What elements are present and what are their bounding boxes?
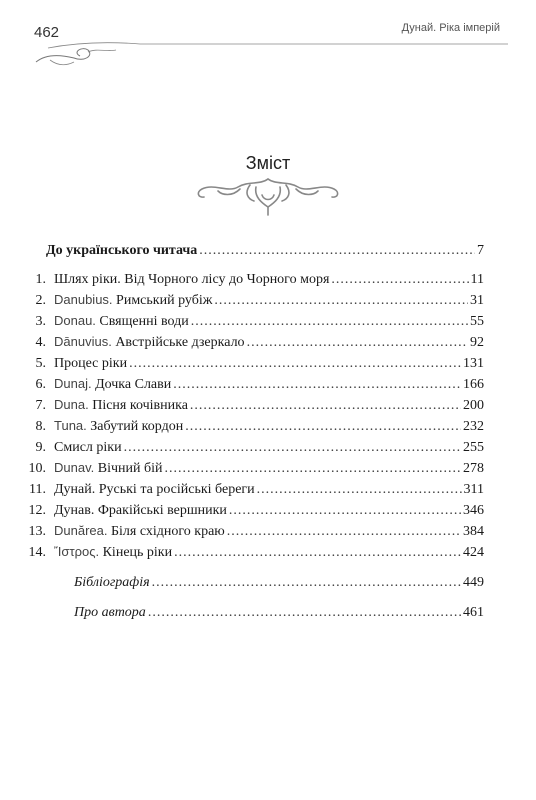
toc-chapter-number: 3. [35, 314, 46, 329]
toc-chapter-title: Дунав. Фракійські вершники [54, 503, 227, 518]
toc-chapter-row[interactable] [17, 270, 484, 288]
toc-leader-dots [174, 544, 461, 561]
toc-leader-dots [199, 242, 475, 259]
toc-leader-dots [164, 460, 461, 477]
toc-chapter-number: 7. [35, 398, 46, 413]
toc-chapter-title: Danubius. Римський рубіж [54, 292, 213, 308]
toc-chapter-title: Шлях ріки. Від Чорного лісу до Чорного моря [54, 272, 330, 287]
toc-leader-dots [227, 523, 461, 540]
toc-leader-dots [185, 418, 461, 435]
toc-chapter-page: 11 [470, 272, 484, 287]
toc-chapter-row[interactable] [17, 396, 484, 414]
toc-chapter-title: Смисл ріки [54, 440, 122, 455]
toc-bibliography-title: Бібліографія [74, 575, 150, 590]
toc-chapter-row[interactable] [17, 480, 484, 498]
toc-chapter-row[interactable] [17, 543, 484, 561]
toc-chapter-page: 92 [470, 335, 484, 350]
toc-chapter-number: 13. [28, 524, 46, 539]
toc-chapter-row[interactable] [17, 312, 484, 330]
toc-leader-dots [247, 334, 468, 351]
toc-chapter-page: 311 [463, 482, 484, 497]
toc-chapter-title: Dunaj. Дочка Слави [54, 376, 172, 392]
toc-leader-dots [152, 574, 461, 591]
toc-chapter-page: 255 [463, 440, 484, 455]
toc-chapter-page: 31 [470, 293, 484, 308]
toc-bibliography-row[interactable] [74, 574, 484, 591]
toc-chapter-row[interactable] [17, 438, 484, 456]
toc-intro-title: До українського читача [46, 243, 198, 258]
toc-chapter-title: Dunărea. Біля східного краю [54, 523, 225, 539]
toc-chapter-number: 1. [35, 272, 46, 287]
toc-chapter-number: 6. [35, 377, 46, 392]
toc-chapter-number: 10. [28, 461, 46, 476]
toc-chapter-title: Процес ріки [54, 356, 128, 371]
toc-chapter-row[interactable] [17, 501, 484, 519]
toc-intro-row[interactable] [46, 242, 484, 259]
toc-chapter-page: 346 [463, 503, 484, 518]
toc-leader-dots [229, 502, 461, 519]
toc-chapter-page: 200 [463, 398, 484, 413]
toc-leader-dots [148, 604, 461, 621]
toc-chapter-title: Donau. Священні води [54, 313, 189, 329]
toc-about-author-row[interactable] [74, 604, 484, 621]
toc-heading: Зміст [245, 153, 291, 173]
toc-chapter-number: 12. [28, 503, 46, 518]
toc-intro-page: 7 [477, 243, 484, 258]
toc-chapter-row[interactable] [17, 417, 484, 435]
toc-chapter-number: 11. [29, 482, 46, 497]
title-ornament-icon [188, 173, 348, 219]
toc-leader-dots [214, 292, 468, 309]
toc-chapter-page: 55 [470, 314, 484, 329]
toc-chapter-page: 166 [463, 377, 484, 392]
toc-chapter-title: Ἴστρος. Кінець ріки [54, 544, 173, 560]
toc-chapter-row[interactable] [17, 522, 484, 540]
toc-chapter-number: 14. [28, 545, 46, 560]
toc-chapter-title: Dānuvius. Австрійське дзеркало [54, 334, 245, 350]
toc-chapter-row[interactable] [17, 291, 484, 309]
toc-chapter-page: 278 [463, 461, 484, 476]
header-flourish-icon [30, 38, 510, 74]
toc-chapter-title: Dunav. Вічний бій [54, 460, 163, 476]
toc-chapter-row[interactable] [17, 333, 484, 351]
toc-chapter-title: Дунай. Руські та російські береги [54, 482, 255, 497]
toc-leader-dots [257, 481, 462, 498]
toc-chapter-number: 9. [35, 440, 46, 455]
running-head: Дунай. Ріка імперій [401, 22, 500, 34]
toc-leader-dots [124, 439, 461, 456]
toc-leader-dots [173, 376, 461, 393]
toc-leader-dots [191, 313, 468, 330]
toc-about-author-page: 461 [463, 605, 484, 620]
toc-chapter-row[interactable] [17, 354, 484, 372]
toc-chapter-page: 424 [463, 545, 484, 560]
toc-chapter-row[interactable] [17, 459, 484, 477]
toc-leader-dots [129, 355, 461, 372]
toc-chapter-page: 384 [463, 524, 484, 539]
toc-leader-dots [331, 271, 468, 288]
toc-chapter-page: 232 [463, 419, 484, 434]
toc-bibliography-page: 449 [463, 575, 484, 590]
toc-chapter-title: Tuna. Забутий кордон [54, 418, 184, 434]
toc-chapter-title: Duna. Пісня кочівника [54, 397, 188, 413]
toc-chapter-number: 8. [35, 419, 46, 434]
toc-chapter-number: 5. [35, 356, 46, 371]
toc-leader-dots [190, 397, 461, 414]
toc-chapter-row[interactable] [17, 375, 484, 393]
toc-chapter-page: 131 [463, 356, 484, 371]
toc-about-author-title: Про автора [74, 605, 146, 620]
page-number: 462 [34, 24, 60, 41]
toc-chapter-number: 4. [35, 335, 46, 350]
toc-chapter-number: 2. [35, 293, 46, 308]
